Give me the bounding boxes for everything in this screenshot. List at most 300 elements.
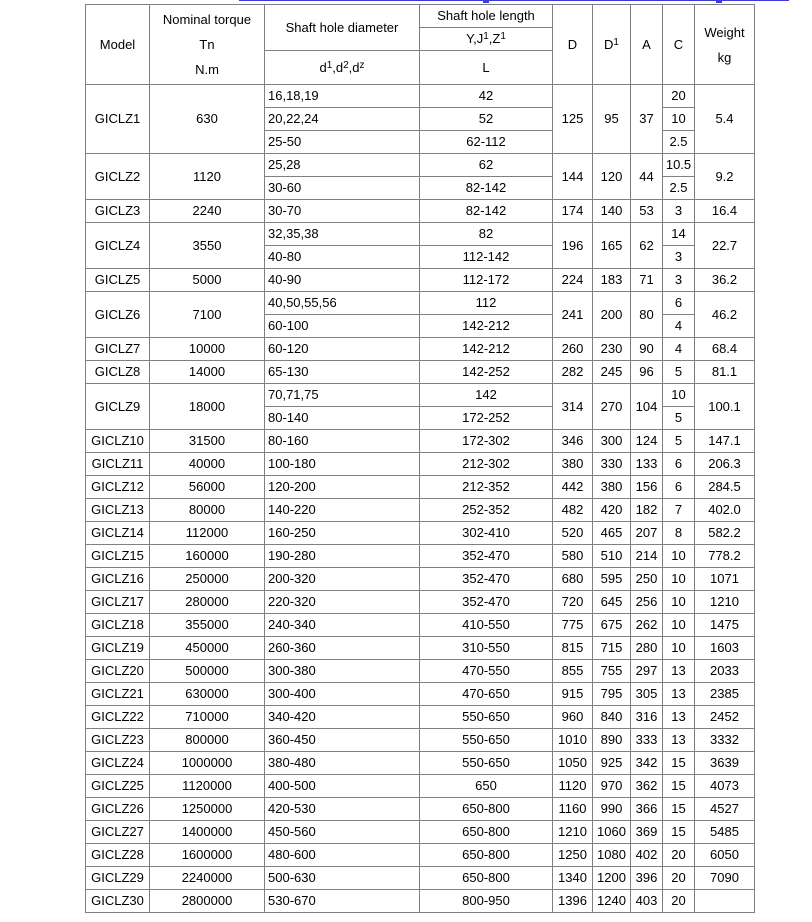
a-cell: 53: [631, 200, 663, 223]
table-row: [86, 223, 755, 246]
torque-cell: 630000: [150, 683, 265, 706]
weight-cell: 9.2: [695, 154, 755, 200]
diameter-cell: 25-50: [265, 131, 420, 154]
model-cell: GICLZ13: [86, 499, 150, 522]
model-cell: GICLZ8: [86, 361, 150, 384]
header-shaft-hole-diameter: Shaft hole diameter: [265, 5, 420, 51]
header-c: C: [663, 5, 695, 85]
weight-cell: 46.2: [695, 292, 755, 338]
yjz-part: Y,J: [466, 31, 484, 47]
ddd-sup: 1: [326, 59, 333, 71]
d1-cell: 200: [593, 292, 631, 338]
diameter-cell: 40-90: [265, 269, 420, 292]
d1-cell: 270: [593, 384, 631, 430]
c-cell: 13: [663, 660, 695, 683]
header-d: D: [553, 5, 593, 85]
c-cell: 3: [663, 200, 695, 223]
c-cell: 15: [663, 821, 695, 844]
a-cell: 96: [631, 361, 663, 384]
table-row: [86, 821, 755, 844]
header-d1-base: D: [604, 36, 614, 52]
clipped-link-descender-artifact: [483, 0, 489, 3]
c-cell: 10: [663, 568, 695, 591]
header-d1-sup: 1: [613, 36, 619, 48]
weight-cell: 1071: [695, 568, 755, 591]
header-weight-line2: kg: [717, 49, 732, 65]
d-cell: 174: [553, 200, 593, 223]
model-cell: GICLZ24: [86, 752, 150, 775]
torque-cell: 1600000: [150, 844, 265, 867]
header-length-l: L: [420, 51, 553, 85]
d1-cell: 595: [593, 568, 631, 591]
header-d1: [593, 5, 631, 85]
diameter-cell: 40,50,55,56: [265, 292, 420, 315]
d-cell: 1396: [553, 890, 593, 913]
c-cell: 10: [663, 637, 695, 660]
d-cell: 346: [553, 430, 593, 453]
torque-cell: 14000: [150, 361, 265, 384]
d1-cell: 925: [593, 752, 631, 775]
a-cell: 104: [631, 384, 663, 430]
weight-cell: 1475: [695, 614, 755, 637]
diameter-cell: 60-120: [265, 338, 420, 361]
d1-cell: 230: [593, 338, 631, 361]
table-row: [86, 545, 755, 568]
diameter-cell: 220-320: [265, 591, 420, 614]
d1-cell: 890: [593, 729, 631, 752]
length-cell: 550-650: [420, 752, 553, 775]
length-cell: 352-470: [420, 545, 553, 568]
a-cell: 362: [631, 775, 663, 798]
length-cell: 142-212: [420, 338, 553, 361]
weight-cell: 5485: [695, 821, 755, 844]
torque-cell: 2240000: [150, 867, 265, 890]
a-cell: 37: [631, 85, 663, 154]
length-cell: 142-212: [420, 315, 553, 338]
c-cell: 20: [663, 844, 695, 867]
length-cell: 550-650: [420, 729, 553, 752]
d1-cell: 1200: [593, 867, 631, 890]
d-cell: 125: [553, 85, 593, 154]
diameter-cell: 400-500: [265, 775, 420, 798]
weight-cell: 36.2: [695, 269, 755, 292]
weight-cell: 147.1: [695, 430, 755, 453]
header-weight: [695, 5, 755, 85]
diameter-cell: 30-60: [265, 177, 420, 200]
model-cell: GICLZ14: [86, 522, 150, 545]
torque-cell: 630: [150, 85, 265, 154]
table-row: [86, 614, 755, 637]
model-cell: GICLZ2: [86, 154, 150, 200]
a-cell: 133: [631, 453, 663, 476]
weight-cell: 1210: [695, 591, 755, 614]
diameter-cell: 30-70: [265, 200, 420, 223]
torque-cell: 1000000: [150, 752, 265, 775]
weight-cell: 2452: [695, 706, 755, 729]
torque-cell: 1250000: [150, 798, 265, 821]
a-cell: 402: [631, 844, 663, 867]
weight-cell: 16.4: [695, 200, 755, 223]
torque-cell: 355000: [150, 614, 265, 637]
d1-cell: 95: [593, 85, 631, 154]
length-cell: 82-142: [420, 177, 553, 200]
c-cell: 3: [663, 246, 695, 269]
clipped-link-descender-artifact: [716, 0, 722, 3]
d1-cell: 183: [593, 269, 631, 292]
table-header: [86, 5, 755, 85]
torque-cell: 2240: [150, 200, 265, 223]
length-cell: 82: [420, 223, 553, 246]
weight-cell: 206.3: [695, 453, 755, 476]
diameter-cell: 40-80: [265, 246, 420, 269]
c-cell: 13: [663, 729, 695, 752]
torque-cell: 710000: [150, 706, 265, 729]
header-weight-line1: Weight: [704, 24, 745, 40]
diameter-cell: 360-450: [265, 729, 420, 752]
torque-cell: 500000: [150, 660, 265, 683]
a-cell: 280: [631, 637, 663, 660]
length-cell: 62: [420, 154, 553, 177]
weight-cell: 2033: [695, 660, 755, 683]
c-cell: 4: [663, 315, 695, 338]
table-body: [86, 85, 755, 913]
a-cell: 182: [631, 499, 663, 522]
length-cell: 650-800: [420, 844, 553, 867]
model-cell: GICLZ25: [86, 775, 150, 798]
c-cell: 10.5: [663, 154, 695, 177]
c-cell: 13: [663, 683, 695, 706]
length-cell: 352-470: [420, 591, 553, 614]
diameter-cell: 60-100: [265, 315, 420, 338]
ddd-part: ,d: [332, 59, 344, 75]
model-cell: GICLZ17: [86, 591, 150, 614]
ddd-part: d: [319, 59, 327, 75]
c-cell: 20: [663, 890, 695, 913]
c-cell: 5: [663, 407, 695, 430]
header-length-yjz: [420, 28, 553, 51]
weight-cell: 4527: [695, 798, 755, 821]
diameter-cell: 300-380: [265, 660, 420, 683]
a-cell: 256: [631, 591, 663, 614]
model-cell: GICLZ9: [86, 384, 150, 430]
model-cell: GICLZ27: [86, 821, 150, 844]
table-row: [86, 154, 755, 177]
diameter-cell: 450-560: [265, 821, 420, 844]
yjz-part: ,Z: [488, 31, 501, 47]
d-cell: 915: [553, 683, 593, 706]
c-cell: 6: [663, 292, 695, 315]
header-model: Model: [86, 5, 150, 85]
diameter-cell: 190-280: [265, 545, 420, 568]
diameter-cell: 160-250: [265, 522, 420, 545]
weight-cell: 100.1: [695, 384, 755, 430]
c-cell: 7: [663, 499, 695, 522]
diameter-cell: 240-340: [265, 614, 420, 637]
model-cell: GICLZ30: [86, 890, 150, 913]
ddd-sup: z: [359, 59, 365, 71]
length-cell: 650: [420, 775, 553, 798]
c-cell: 10: [663, 545, 695, 568]
length-cell: 310-550: [420, 637, 553, 660]
d-cell: 482: [553, 499, 593, 522]
d1-cell: 840: [593, 706, 631, 729]
length-cell: 142-252: [420, 361, 553, 384]
model-cell: GICLZ16: [86, 568, 150, 591]
a-cell: 156: [631, 476, 663, 499]
table-row: [86, 499, 755, 522]
diameter-cell: 65-130: [265, 361, 420, 384]
table-row: [86, 522, 755, 545]
diameter-cell: 420-530: [265, 798, 420, 821]
d1-cell: 755: [593, 660, 631, 683]
table-row: [86, 890, 755, 913]
torque-cell: 160000: [150, 545, 265, 568]
c-cell: 10: [663, 384, 695, 407]
d-cell: 380: [553, 453, 593, 476]
model-cell: GICLZ19: [86, 637, 150, 660]
length-cell: 212-302: [420, 453, 553, 476]
weight-cell: 5.4: [695, 85, 755, 154]
torque-cell: 10000: [150, 338, 265, 361]
diameter-cell: 530-670: [265, 890, 420, 913]
c-cell: 14: [663, 223, 695, 246]
d-cell: 960: [553, 706, 593, 729]
c-cell: 4: [663, 338, 695, 361]
model-cell: GICLZ28: [86, 844, 150, 867]
c-cell: 10: [663, 108, 695, 131]
weight-cell: 3332: [695, 729, 755, 752]
length-cell: 352-470: [420, 568, 553, 591]
model-cell: GICLZ18: [86, 614, 150, 637]
model-cell: GICLZ10: [86, 430, 150, 453]
ddd-sup: 2: [343, 59, 349, 71]
model-cell: GICLZ12: [86, 476, 150, 499]
d1-cell: 120: [593, 154, 631, 200]
weight-cell: 284.5: [695, 476, 755, 499]
d-cell: 241: [553, 292, 593, 338]
a-cell: 333: [631, 729, 663, 752]
a-cell: 369: [631, 821, 663, 844]
table-row: [86, 430, 755, 453]
yjz-sup: 1: [483, 31, 489, 43]
d-cell: 196: [553, 223, 593, 269]
length-cell: 470-650: [420, 683, 553, 706]
diameter-cell: 100-180: [265, 453, 420, 476]
table-row: [86, 85, 755, 108]
header-a: A: [631, 5, 663, 85]
d-cell: 1120: [553, 775, 593, 798]
length-cell: 172-252: [420, 407, 553, 430]
length-cell: 52: [420, 108, 553, 131]
c-cell: 2.5: [663, 177, 695, 200]
length-cell: 42: [420, 85, 553, 108]
c-cell: 20: [663, 85, 695, 108]
d-cell: 1050: [553, 752, 593, 775]
model-cell: GICLZ23: [86, 729, 150, 752]
table-row: [86, 867, 755, 890]
table-row: [86, 200, 755, 223]
table-row: [86, 798, 755, 821]
table-row: [86, 591, 755, 614]
d-cell: 224: [553, 269, 593, 292]
table-row: [86, 338, 755, 361]
header-torque-line2: Tn: [199, 37, 215, 52]
a-cell: 44: [631, 154, 663, 200]
table-row: [86, 729, 755, 752]
a-cell: 214: [631, 545, 663, 568]
torque-cell: 1120: [150, 154, 265, 200]
a-cell: 342: [631, 752, 663, 775]
d1-cell: 1060: [593, 821, 631, 844]
torque-cell: 250000: [150, 568, 265, 591]
length-cell: 252-352: [420, 499, 553, 522]
length-cell: 470-550: [420, 660, 553, 683]
torque-cell: 18000: [150, 384, 265, 430]
torque-cell: 280000: [150, 591, 265, 614]
weight-cell: 6050: [695, 844, 755, 867]
length-cell: 172-302: [420, 430, 553, 453]
c-cell: 20: [663, 867, 695, 890]
length-cell: 142: [420, 384, 553, 407]
weight-cell: 778.2: [695, 545, 755, 568]
a-cell: 90: [631, 338, 663, 361]
torque-cell: 450000: [150, 637, 265, 660]
weight-cell: 81.1: [695, 361, 755, 384]
diameter-cell: 140-220: [265, 499, 420, 522]
header-row: [86, 5, 755, 28]
diameter-cell: 32,35,38: [265, 223, 420, 246]
a-cell: 80: [631, 292, 663, 338]
d-cell: 282: [553, 361, 593, 384]
d-cell: 144: [553, 154, 593, 200]
diameter-cell: 25,28: [265, 154, 420, 177]
d-cell: 1010: [553, 729, 593, 752]
length-cell: 212-352: [420, 476, 553, 499]
d1-cell: 990: [593, 798, 631, 821]
d-cell: 1250: [553, 844, 593, 867]
table-row: [86, 384, 755, 407]
table-row: [86, 568, 755, 591]
length-cell: 82-142: [420, 200, 553, 223]
table-row: [86, 269, 755, 292]
model-cell: GICLZ15: [86, 545, 150, 568]
length-cell: 650-800: [420, 798, 553, 821]
length-cell: 550-650: [420, 706, 553, 729]
header-shaft-hole-length: Shaft hole length: [420, 5, 553, 28]
header-diameter-d1d2dz: [265, 51, 420, 85]
c-cell: 3: [663, 269, 695, 292]
length-cell: 112-142: [420, 246, 553, 269]
d1-cell: 140: [593, 200, 631, 223]
torque-cell: 7100: [150, 292, 265, 338]
a-cell: 62: [631, 223, 663, 269]
torque-cell: 40000: [150, 453, 265, 476]
torque-cell: 5000: [150, 269, 265, 292]
table-row: [86, 844, 755, 867]
torque-cell: 3550: [150, 223, 265, 269]
diameter-cell: 340-420: [265, 706, 420, 729]
c-cell: 2.5: [663, 131, 695, 154]
d1-cell: 970: [593, 775, 631, 798]
torque-cell: 800000: [150, 729, 265, 752]
diameter-cell: 80-140: [265, 407, 420, 430]
a-cell: 207: [631, 522, 663, 545]
header-torque-line3: N.m: [195, 62, 219, 77]
model-cell: GICLZ1: [86, 85, 150, 154]
d1-cell: 165: [593, 223, 631, 269]
torque-cell: 56000: [150, 476, 265, 499]
d-cell: 1210: [553, 821, 593, 844]
d-cell: 314: [553, 384, 593, 430]
diameter-cell: 120-200: [265, 476, 420, 499]
c-cell: 5: [663, 430, 695, 453]
diameter-cell: 200-320: [265, 568, 420, 591]
table-row: [86, 637, 755, 660]
diameter-cell: 480-600: [265, 844, 420, 867]
c-cell: 10: [663, 614, 695, 637]
model-cell: GICLZ7: [86, 338, 150, 361]
model-cell: GICLZ26: [86, 798, 150, 821]
weight-cell: 2385: [695, 683, 755, 706]
d-cell: 520: [553, 522, 593, 545]
a-cell: 305: [631, 683, 663, 706]
table-row: [86, 752, 755, 775]
d1-cell: 380: [593, 476, 631, 499]
weight-cell: 582.2: [695, 522, 755, 545]
a-cell: 403: [631, 890, 663, 913]
d-cell: 680: [553, 568, 593, 591]
a-cell: 366: [631, 798, 663, 821]
diameter-cell: 380-480: [265, 752, 420, 775]
torque-cell: 2800000: [150, 890, 265, 913]
coupling-spec-table: [85, 4, 755, 913]
d-cell: 775: [553, 614, 593, 637]
c-cell: 6: [663, 476, 695, 499]
table-row: [86, 706, 755, 729]
weight-cell: 7090: [695, 867, 755, 890]
ddd-part: ,d: [348, 59, 360, 75]
c-cell: 15: [663, 752, 695, 775]
a-cell: 262: [631, 614, 663, 637]
c-cell: 15: [663, 798, 695, 821]
model-cell: GICLZ20: [86, 660, 150, 683]
weight-cell: 4073: [695, 775, 755, 798]
c-cell: 5: [663, 361, 695, 384]
diameter-cell: 300-400: [265, 683, 420, 706]
d1-cell: 420: [593, 499, 631, 522]
length-cell: 62-112: [420, 131, 553, 154]
table-row: [86, 775, 755, 798]
model-cell: GICLZ21: [86, 683, 150, 706]
c-cell: 13: [663, 706, 695, 729]
model-cell: GICLZ6: [86, 292, 150, 338]
length-cell: 800-950: [420, 890, 553, 913]
diameter-cell: 500-630: [265, 867, 420, 890]
c-cell: 10: [663, 591, 695, 614]
model-cell: GICLZ22: [86, 706, 150, 729]
header-torque: [150, 5, 265, 85]
header-torque-line1: Nominal torque: [162, 12, 252, 27]
d1-cell: 1240: [593, 890, 631, 913]
length-cell: 112: [420, 292, 553, 315]
model-cell: GICLZ11: [86, 453, 150, 476]
a-cell: 124: [631, 430, 663, 453]
spec-table-container: [85, 4, 755, 913]
torque-cell: 1400000: [150, 821, 265, 844]
d-cell: 815: [553, 637, 593, 660]
table-row: [86, 660, 755, 683]
c-cell: 6: [663, 453, 695, 476]
